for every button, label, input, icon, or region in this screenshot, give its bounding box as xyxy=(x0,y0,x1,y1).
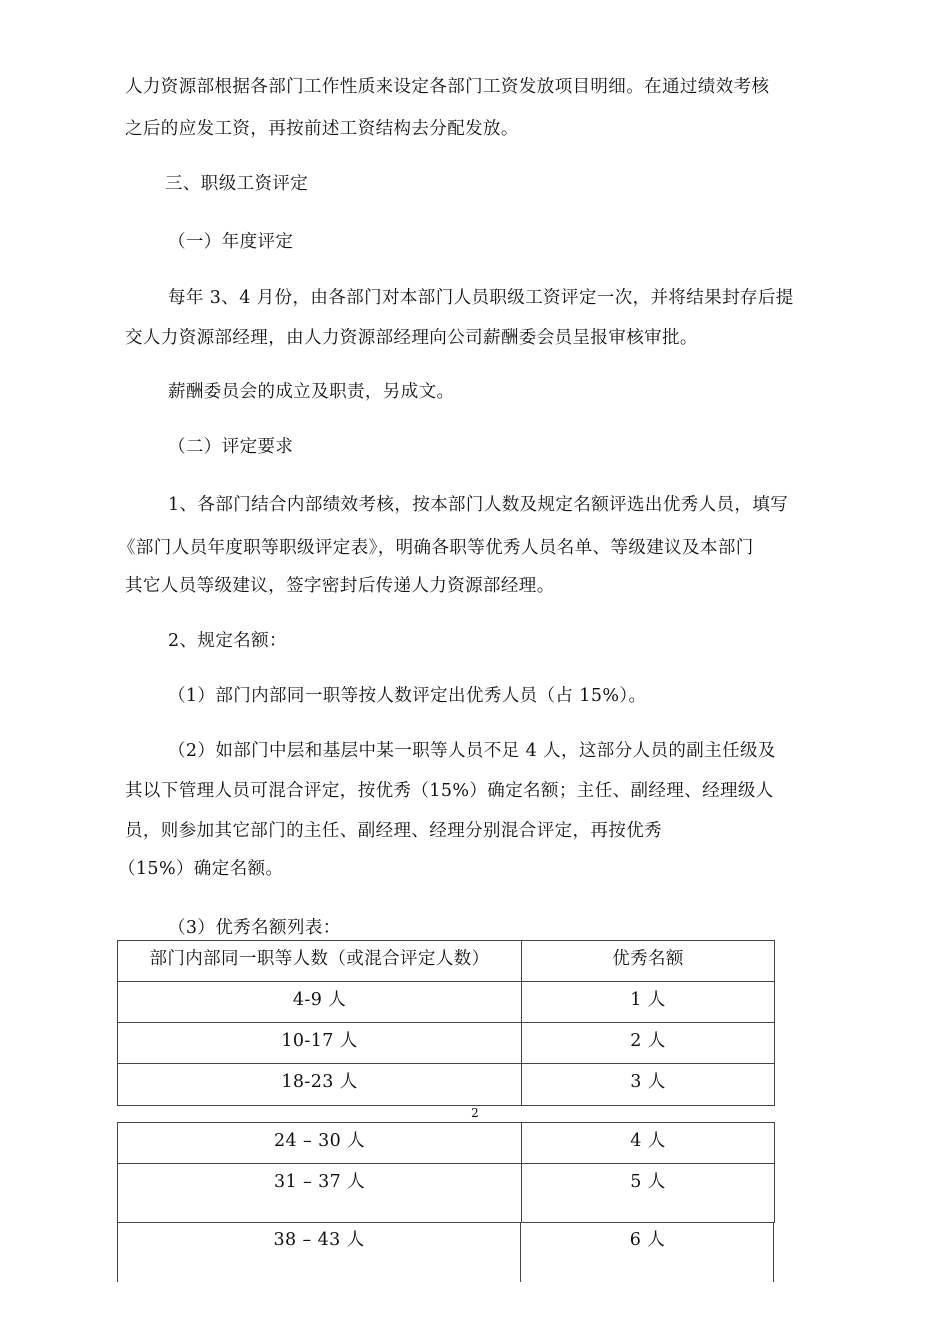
table-cell: 2 人 xyxy=(522,1023,775,1064)
paragraph-line: 薪酬委员会的成立及职责，另成文。 xyxy=(168,382,455,402)
table-cell: 38 – 43 人 xyxy=(273,1230,365,1250)
table-cell: 10-17 人 xyxy=(118,1023,522,1064)
table-cell: 4 人 xyxy=(522,1123,775,1164)
table-row xyxy=(118,1023,775,1064)
table-cell: 24 – 30 人 xyxy=(118,1123,522,1164)
table-cell: 31 – 37 人 xyxy=(118,1164,522,1223)
table-row xyxy=(118,1164,775,1223)
table-row xyxy=(118,1123,775,1164)
paragraph-line: 《部门人员年度职等职级评定表》，明确各职等优秀人员名单、等级建议及本部门 xyxy=(118,538,754,558)
paragraph-line: （2）如部门中层和基层中某一职等人员不足 4 人，这部分人员的副主任级及 xyxy=(168,741,776,761)
table-cell: 4-9 人 xyxy=(118,982,522,1023)
header-cell-headcount: 部门内部同一职等人数（或混合评定人数） xyxy=(118,941,522,982)
table-cell: 1 人 xyxy=(522,982,775,1023)
table-cell: 5 人 xyxy=(522,1164,775,1223)
table-cell: 18-23 人 xyxy=(118,1064,522,1106)
paragraph-line: 人力资源部根据各部门工作性质来设定各部门工资发放项目明细。在通过绩效考核 xyxy=(125,77,770,97)
table-cell: 6 人 xyxy=(629,1230,666,1250)
quota-table-part-2 xyxy=(117,1122,775,1223)
paragraph-line: 之后的应发工资，再按前述工资结构去分配发放。 xyxy=(125,119,519,139)
paragraph-line: 每年 3、4 月份，由各部门对本部门人员职级工资评定一次，并将结果封存后提 xyxy=(168,288,794,308)
page-number: 2 xyxy=(471,1106,479,1120)
table-row-open-bottom xyxy=(117,1222,774,1282)
subsection-heading: （二）评定要求 xyxy=(168,437,294,457)
quota-table-part-1 xyxy=(117,940,775,1106)
paragraph-line: 其以下管理人员可混合评定，按优秀（15%）确定名额；主任、副经理、经理级人 xyxy=(125,781,774,801)
table-cell: 3 人 xyxy=(522,1064,775,1106)
paragraph-line: 2、规定名额： xyxy=(168,631,287,651)
paragraph-line: 1、各部门结合内部绩效考核，按本部门人数及规定名额评选出优秀人员，填写 xyxy=(168,495,789,515)
paragraph-line: 员，则参加其它部门的主任、副经理、经理分别混合评定，再按优秀 xyxy=(125,821,662,841)
subsection-heading: （一）年度评定 xyxy=(168,232,294,252)
table-caption: （3）优秀名额列表： xyxy=(168,918,341,938)
table-row xyxy=(118,982,775,1023)
header-cell-quota: 优秀名额 xyxy=(522,941,775,982)
paragraph-line: 其它人员等级建议，签字密封后传递人力资源部经理。 xyxy=(125,576,555,596)
paragraph-line: 交人力资源部经理，由人力资源部经理向公司薪酬委会员呈报审核审批。 xyxy=(125,328,698,348)
section-heading: 三、职级工资评定 xyxy=(165,174,309,194)
table-row xyxy=(118,1064,775,1106)
paragraph-line: （15%）确定名额。 xyxy=(118,859,284,879)
paragraph-line: （1）部门内部同一职等按人数评定出优秀人员（占 15%）。 xyxy=(168,686,647,706)
table-header-row xyxy=(118,941,775,982)
